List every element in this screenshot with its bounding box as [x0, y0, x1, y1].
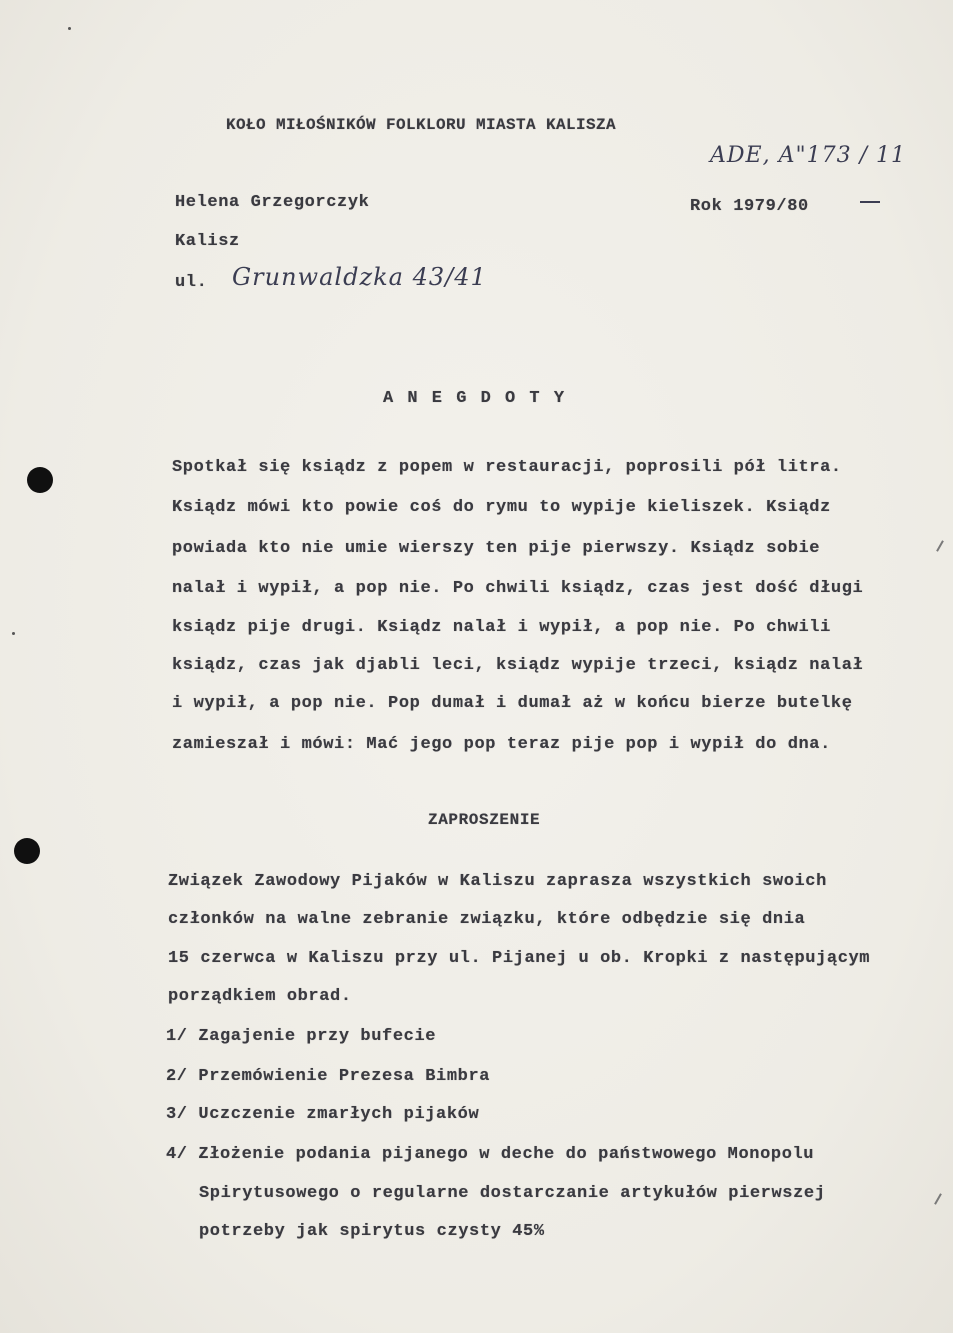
paragraph-line: Spotkał się ksiądz z popem w restauracji, poprosili pół litra.: [172, 458, 842, 477]
street-address-handwritten: Grunwaldzka 43/41: [232, 263, 487, 291]
agenda-item: 2/ Przemówienie Prezesa Bimbra: [166, 1067, 491, 1086]
punch-hole-top: [27, 467, 53, 493]
section-title-zaproszenie: ZAPROSZENIE: [428, 811, 541, 829]
paragraph-line: nalał i wypił, a pop nie. Po chwili ksiądz, czas jest dość długi: [172, 579, 864, 598]
section-title-anegdoty: A N E G D O T Y: [383, 389, 567, 408]
paragraph-line: członków na walne zebranie związku, które odbędzie się dnia: [168, 910, 806, 929]
punch-hole-bottom: [14, 838, 40, 864]
archive-reference-handwritten: ADE, A"173 / 11: [710, 143, 906, 168]
paragraph-line: i wypił, a pop nie. Pop dumał i dumał aż w końcu bierze butelkę: [172, 694, 853, 713]
paragraph-line: powiada kto nie umie wierszy ten pije pierwszy. Ksiądz sobie: [172, 539, 821, 558]
agenda-item: 3/ Uczczenie zmarłych pijaków: [166, 1105, 480, 1124]
paragraph-line: zamieszał i mówi: Mać jego pop teraz pije pop i wypił do dna.: [172, 735, 831, 754]
city-name: Kalisz: [175, 232, 240, 251]
year-label: Rok 1979/80: [690, 197, 809, 216]
paragraph-line: Ksiądz mówi kto powie coś do rymu to wypije kieliszek. Ksiądz: [172, 498, 831, 517]
street-prefix: ul.: [175, 273, 208, 292]
archive-reference-underline: [860, 201, 880, 203]
speck-mark: [68, 27, 71, 30]
agenda-item-continuation: potrzeby jak spirytus czysty 45%: [199, 1222, 545, 1241]
agenda-item: 4/ Złożenie podania pijanego w deche do państwowego Monopolu: [166, 1145, 815, 1164]
margin-tick-mark: [934, 1193, 942, 1204]
speck-mark: [12, 632, 15, 635]
agenda-item-continuation: Spirytusowego o regularne dostarczanie artykułów pierwszej: [199, 1184, 826, 1203]
organization-heading: KOŁO MIŁOŚNIKÓW FOLKLORU MIASTA KALISZA: [226, 116, 617, 134]
paragraph-line: ksiądz, czas jak djabli leci, ksiądz wypije trzeci, ksiądz nalał: [172, 656, 864, 675]
paragraph-line: ksiądz pije drugi. Ksiądz nalał i wypił, a pop nie. Po chwili: [172, 618, 831, 637]
paragraph-line: Związek Zawodowy Pijaków w Kaliszu zaprasza wszystkich swoich: [168, 872, 827, 891]
paragraph-line: porządkiem obrad.: [168, 987, 352, 1006]
paragraph-line: 15 czerwca w Kaliszu przy ul. Pijanej u ob. Kropki z następującym: [168, 949, 871, 968]
margin-tick-mark: [936, 540, 944, 551]
author-name: Helena Grzegorczyk: [175, 193, 370, 212]
agenda-item: 1/ Zagajenie przy bufecie: [166, 1027, 437, 1046]
